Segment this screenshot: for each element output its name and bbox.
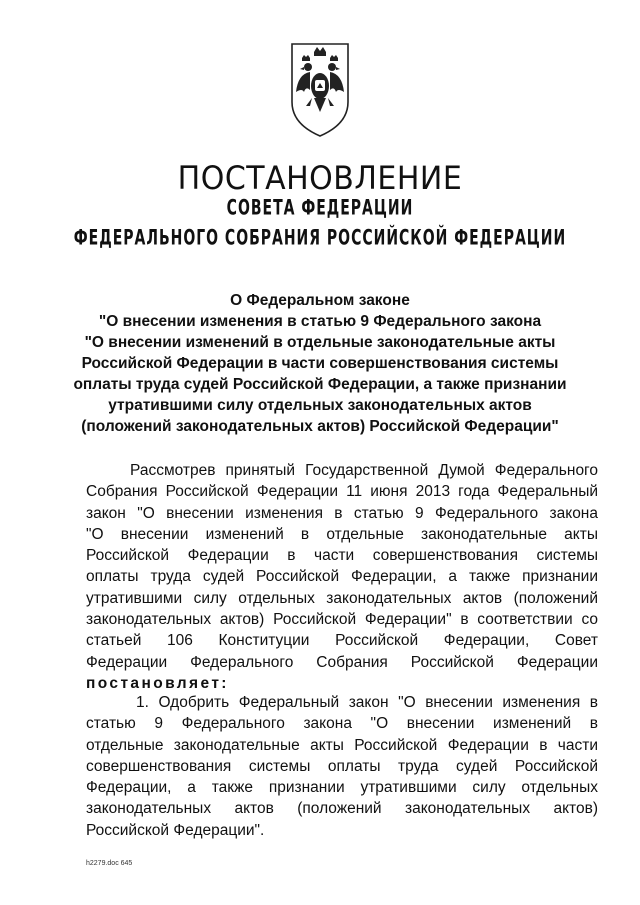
paragraph-line: Федерации, а также признании утратившими силу отдельных <box>86 779 598 797</box>
law-heading <box>40 290 600 437</box>
paragraph-line: законодательных актов) Российской Федерации" в соответствии со <box>86 611 598 629</box>
paragraph-line: закон "О внесении изменения в статью 9 Федерального закона <box>86 504 598 522</box>
paragraph-line: Рассмотрев принятый Государственной Думой Федерального <box>130 462 598 479</box>
law-heading-line: оплаты труда судей Российской Федерации, а также признании <box>73 376 567 393</box>
paragraph-line: 1. Одобрить Федеральный закон "О внесении изменения в <box>136 694 598 711</box>
paragraph-line: Российской Федерации в части совершенствования системы <box>86 547 598 565</box>
law-heading-line: утратившими силу отдельных законодательных актов <box>108 397 532 414</box>
document-subtitle-line2: ФЕДЕРАЛЬНОГО СОБРАНИЯ РОССИЙСКОЙ ФЕДЕРАЦИИ <box>73 226 567 251</box>
coat-of-arms-icon <box>286 40 354 138</box>
paragraph-line: законодательных актов (положений законодательных актов) <box>86 800 598 818</box>
law-heading-line: "О внесении изменения в статью 9 Федерального закона <box>98 313 542 330</box>
document-subtitle-line1: СОВЕТА ФЕДЕРАЦИИ <box>226 196 414 221</box>
resolution-keyword: постановляет: <box>86 674 229 692</box>
paragraph-line: Российской Федерации". <box>86 821 265 839</box>
paragraph-considering <box>86 460 598 694</box>
law-heading-line: "О внесении изменений в отдельные законодательные акты <box>84 334 556 351</box>
paragraph-line: отдельные законодательные акты Российской Федерации в части <box>86 736 598 754</box>
paragraph-line: Собрания Российской Федерации 11 июня 2013 года Федеральный <box>86 483 598 501</box>
law-heading-line: Российской Федерации в части совершенствования системы <box>81 355 559 372</box>
law-heading-line: (положений законодательных актов) Российской Федерации" <box>81 418 559 435</box>
paragraph-line: совершенствования системы оплаты труда судей Российской <box>86 757 598 775</box>
paragraph-item-1 <box>86 692 598 841</box>
paragraph-line: "О внесении изменений в отдельные законодательные акты <box>86 525 598 543</box>
paragraph-line: оплаты труда судей Российской Федерации, а также признании <box>86 568 598 586</box>
paragraph-line: статьей 106 Конституции Российской Федерации, Совет <box>86 632 598 650</box>
document-title: ПОСТАНОВЛЕНИЕ <box>177 160 463 198</box>
law-heading-line: О Федеральном законе <box>230 292 410 309</box>
paragraph-line: статью 9 Федерального закона "О внесении изменений в <box>86 715 598 733</box>
paragraph-line: утратившими силу отдельных законодательных актов (положений <box>86 589 598 607</box>
paragraph-line: Федерации Федерального Собрания Российской Федерации <box>86 653 598 671</box>
document-code: h2279.doc 645 <box>86 860 133 867</box>
